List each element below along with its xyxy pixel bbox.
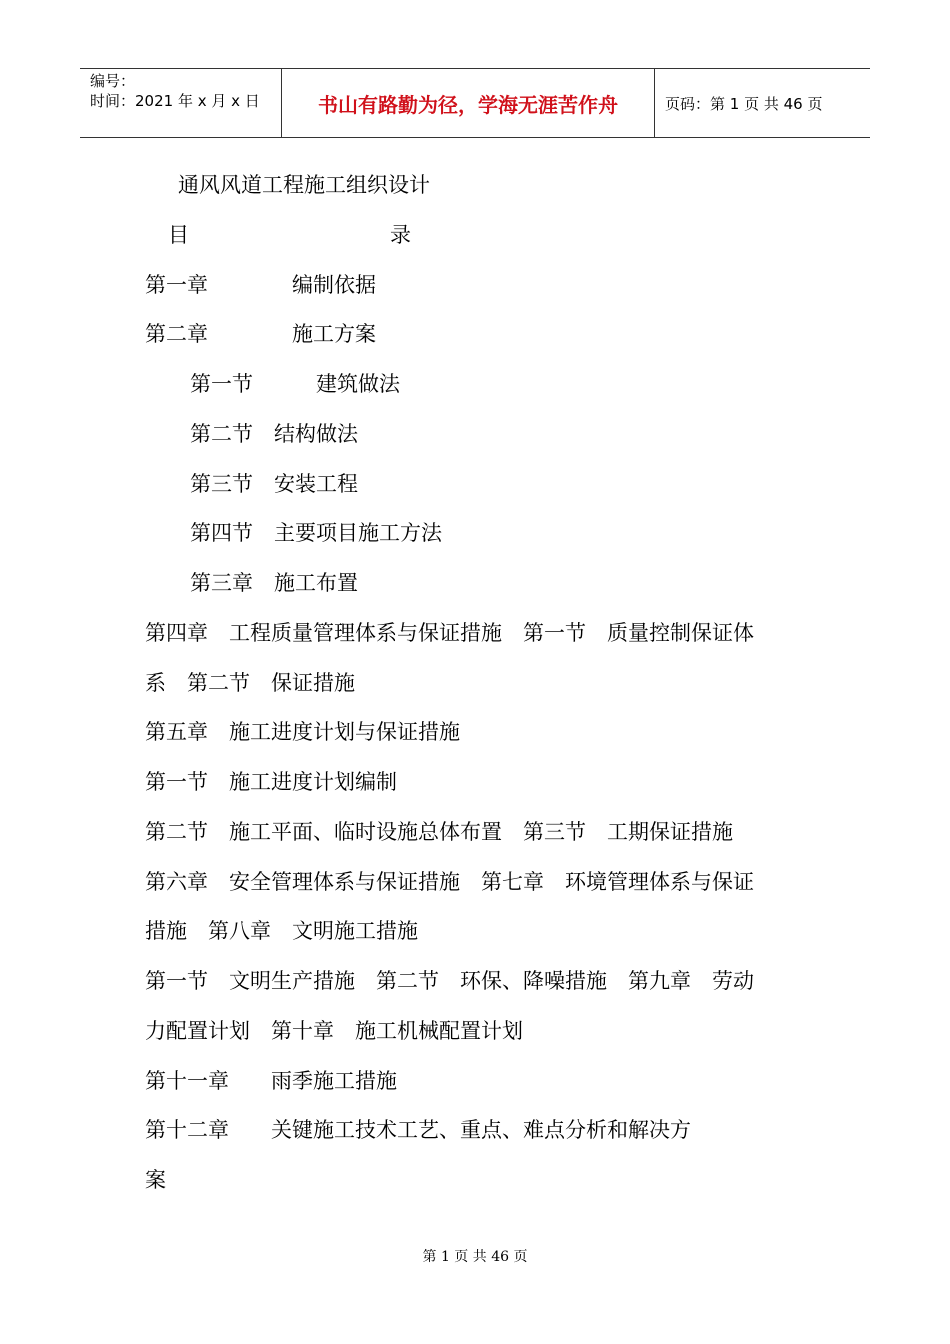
toc-line: 第一节 施工进度计划编制 (145, 770, 397, 794)
page-header (80, 68, 870, 138)
toc-line: 案 (145, 1168, 166, 1192)
document-time-label: 时间：2021 年 x 月 x 日 (90, 92, 260, 110)
toc-line: 第四节 主要项目施工方法 (190, 521, 442, 545)
toc-line: 第六章 安全管理体系与保证措施 第七章 环境管理体系与保证 (145, 870, 754, 894)
toc-line: 第二节 施工平面、临时设施总体布置 第三节 工期保证措施 (145, 820, 733, 844)
toc-heading-right: 录 (390, 223, 411, 247)
page-footer: 第 1 页 共 46 页 (422, 1249, 528, 1265)
toc-line: 第四章 工程质量管理体系与保证措施 第一节 质量控制保证体 (145, 621, 754, 645)
document-title: 通风风道工程施工组织设计 (178, 173, 430, 197)
toc-line: 措施 第八章 文明施工措施 (145, 919, 418, 943)
header-slogan: 书山有路勤为径，学海无涯苦作舟 (282, 69, 655, 137)
toc-line: 第十二章 关键施工技术工艺、重点、难点分析和解决方 (145, 1118, 691, 1142)
toc-line: 第二节 结构做法 (190, 422, 358, 446)
toc-line: 第五章 施工进度计划与保证措施 (145, 720, 460, 744)
header-meta (80, 69, 282, 137)
toc-line: 系 第二节 保证措施 (145, 671, 355, 695)
toc-line: 第二章 施工方案 (145, 322, 376, 346)
toc-line: 第一节 建筑做法 (190, 372, 400, 396)
toc-heading-left: 目 (168, 223, 189, 247)
toc-line: 第一章 编制依据 (145, 273, 376, 297)
toc-line: 第一节 文明生产措施 第二节 环保、降噪措施 第九章 劳动 (145, 969, 754, 993)
document-number-label: 编号： (90, 72, 136, 90)
header-page-info: 页码：第 1 页 共 46 页 (665, 94, 823, 113)
toc-line: 第三节 安装工程 (190, 472, 358, 496)
toc-line: 第三章 施工布置 (190, 571, 358, 595)
toc-line: 第十一章 雨季施工措施 (145, 1069, 397, 1093)
toc-line: 力配置计划 第十章 施工机械配置计划 (145, 1019, 523, 1043)
